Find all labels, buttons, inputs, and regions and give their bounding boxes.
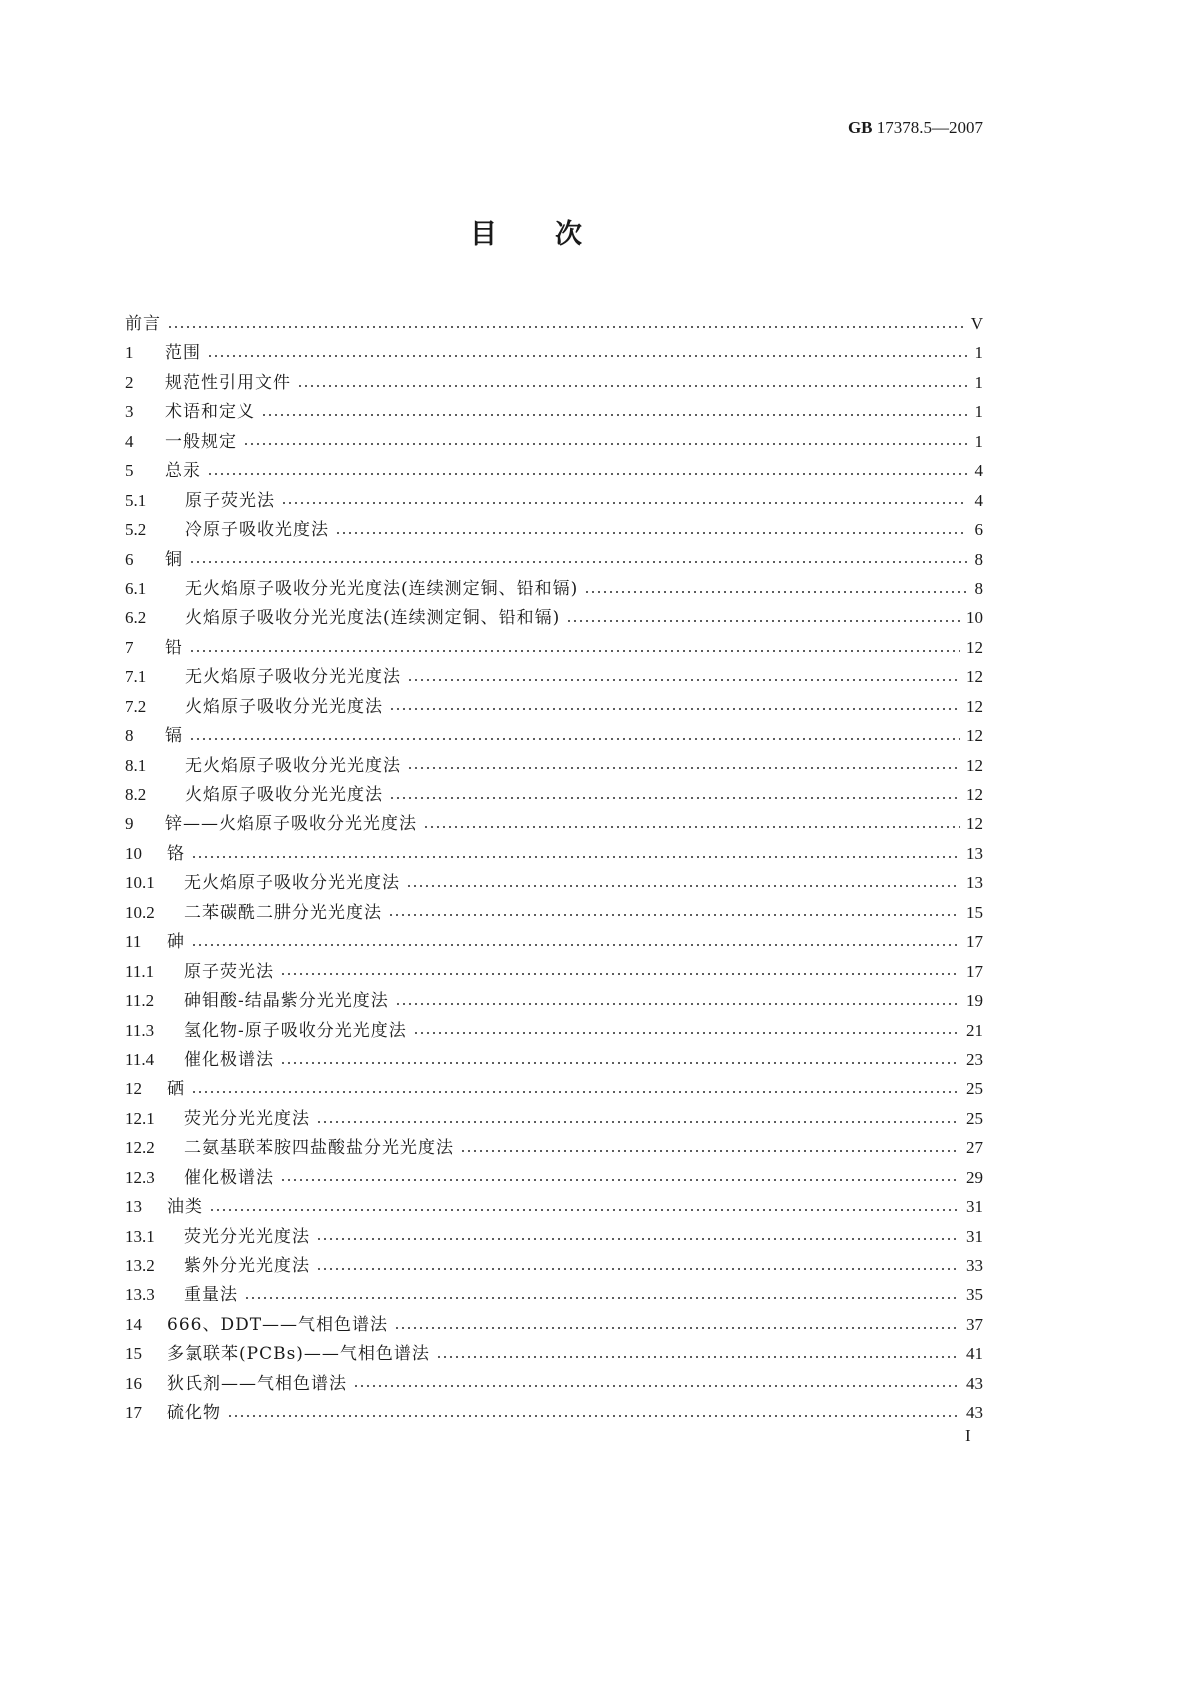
toc-entry-number: 12.2 [125,1138,155,1158]
toc-entry-page: 6 [974,520,983,540]
dot-leader [189,649,960,653]
toc-entry-number: 5.2 [125,520,147,540]
toc-entry-label: 规范性引用文件 [165,372,291,393]
toc-entry-page: V [970,314,983,333]
toc-entry-page: 1 [974,343,983,363]
toc-entry-number: 11.1 [125,961,155,981]
toc-entry[interactable] [125,721,983,750]
toc-entry-number: 2 [125,372,134,392]
toc-entry[interactable] [125,574,983,603]
toc-entry-number: 7.1 [125,667,147,687]
toc-entry-number: 11.3 [125,1020,155,1040]
toc-entry-page: 21 [966,1020,983,1040]
toc-entry-number: 15 [125,1344,142,1364]
dot-leader [584,590,967,594]
dot-leader [280,972,960,976]
toc-entry-page: 25 [966,1108,983,1128]
toc-entry-label: 术语和定义 [165,402,255,423]
toc-entry[interactable] [125,662,983,691]
dot-leader [388,913,960,917]
toc-entry[interactable] [125,456,983,485]
dot-leader [297,384,967,388]
toc-entry-page: 4 [974,490,983,510]
toc-entry-label: 范围 [165,343,201,364]
dot-leader [191,855,960,859]
toc-entry-label: 硫化物 [167,1403,221,1424]
toc-entry-label: 无火焰原子吸收分光光度法 [185,755,401,776]
toc-entry[interactable] [125,1251,983,1280]
toc-entry[interactable] [125,515,983,544]
standard-code: 17378.5—2007 [876,118,983,137]
toc-entry-number: 10.2 [125,902,155,922]
toc-entry-page: 1 [974,372,983,392]
toc-entry[interactable] [125,1310,983,1339]
toc-entry-page: 1 [974,431,983,451]
toc-entry[interactable] [125,898,983,927]
standard-number [848,118,983,138]
dot-leader [189,737,960,741]
toc-entry[interactable] [125,927,983,956]
toc-entry-number: 8.2 [125,785,147,804]
toc-entry-label: 无火焰原子吸收分光光度法 [184,873,400,894]
toc-entry-label: 前言 [125,314,161,334]
dot-leader [280,1061,960,1065]
toc-entry-number: 13.2 [125,1256,155,1275]
toc-entry-page: 43 [966,1403,983,1423]
toc-entry-number: 5.1 [125,490,147,510]
dot-leader [189,560,967,564]
toc-entry-page: 13 [966,843,983,863]
toc-entry-number: 3 [125,402,134,422]
dot-leader [413,1031,960,1035]
toc-entry-label: 原子荧光法 [184,961,274,982]
dot-leader [407,678,960,682]
toc-entry[interactable] [125,692,983,721]
dot-leader [261,413,967,417]
dot-leader [281,501,967,505]
toc-entry[interactable] [125,486,983,515]
toc-entry-label: 火焰原子吸收分光光度法(连续测定铜、铅和镉) [185,608,561,629]
toc-entry[interactable] [125,1163,983,1192]
dot-leader [191,1090,960,1094]
toc-entry-number: 13.1 [125,1226,155,1246]
toc-entry-page: 8 [974,549,983,569]
toc-entry[interactable] [125,1222,983,1251]
toc-entry-label: 氢化物-原子吸收分光光度法 [184,1020,407,1041]
table-of-contents [125,309,983,1428]
toc-entry[interactable] [125,780,983,809]
toc-entry-label: 紫外分光光度法 [184,1256,310,1276]
toc-entry-number: 8 [125,726,134,746]
toc-entry-label: 总汞 [165,461,201,482]
toc-entry[interactable] [125,309,983,338]
dot-leader [316,1120,960,1124]
toc-entry-label: 重量法 [184,1285,238,1306]
toc-entry-number: 13.3 [125,1285,155,1305]
toc-entry-page: 10 [966,608,983,628]
toc-entry-label: 铜 [165,549,183,570]
dot-leader [207,354,967,358]
toc-entry-page: 12 [966,667,983,687]
toc-entry-label: 砷 [167,932,185,953]
toc-entry-number: 10.1 [125,873,155,893]
toc-entry-number: 6.2 [125,608,147,628]
toc-entry-number: 16 [125,1373,142,1393]
toc-entry-label: 冷原子吸收光度法 [185,520,329,541]
toc-entry-page: 12 [966,637,983,657]
toc-entry-page: 12 [966,696,983,716]
toc-entry-page: 17 [966,961,983,981]
toc-entry-number: 10 [125,843,142,863]
toc-entry[interactable] [125,1045,983,1074]
dot-leader [335,531,967,535]
toc-entry-page: 4 [974,461,983,481]
toc-entry-page: 12 [966,785,983,804]
toc-entry-label: 无火焰原子吸收分光光度法(连续测定铜、铅和镉) [185,578,579,599]
toc-entry[interactable] [125,545,983,574]
toc-entry-number: 11.4 [125,1049,155,1069]
toc-entry-page: 12 [966,814,983,834]
toc-entry-number: 14 [125,1314,142,1334]
toc-entry[interactable] [125,1016,983,1045]
toc-entry-number: 11.2 [125,991,155,1011]
toc-entry[interactable] [125,839,983,868]
toc-entry-label: 666、DDT——气相色谱法 [167,1314,389,1335]
dot-leader [407,766,960,770]
toc-entry-number: 12 [125,1079,142,1099]
dot-leader [436,1355,960,1359]
toc-entry[interactable] [125,1074,983,1103]
toc-entry[interactable] [125,368,983,397]
toc-entry-label: 二苯碳酰二肼分光光度法 [184,902,382,923]
toc-entry-page: 13 [966,873,983,893]
dot-leader [316,1267,960,1271]
standard-prefix: GB [847,118,873,137]
toc-entry-number: 5 [125,461,134,481]
toc-entry-page: 37 [966,1314,983,1334]
dot-leader [389,796,960,800]
toc-entry-number: 8.1 [125,755,147,775]
toc-entry[interactable] [125,809,983,838]
toc-entry-label: 火焰原子吸收分光光度法 [185,785,383,805]
dot-leader [167,325,965,329]
toc-entry[interactable] [125,1192,983,1221]
toc-entry-label: 催化极谱法 [184,1167,274,1188]
toc-entry-label: 原子荧光法 [185,490,275,511]
toc-entry[interactable] [125,1398,983,1427]
toc-entry-label: 无火焰原子吸收分光光度法 [185,667,401,688]
dot-leader [395,1002,960,1006]
toc-entry-label: 荧光分光光度法 [184,1108,310,1129]
dot-leader [394,1326,960,1330]
toc-entry-label: 铬 [167,843,185,864]
toc-entry-label: 镉 [165,726,183,747]
toc-entry-label: 硒 [167,1079,185,1100]
toc-entry-number: 17 [125,1403,142,1423]
dot-leader [460,1149,960,1153]
dot-leader [209,1208,960,1212]
dot-leader [280,1178,960,1182]
dot-leader [316,1237,960,1241]
page-title: 目次 [470,219,640,250]
dot-leader [353,1384,960,1388]
toc-entry[interactable] [125,603,983,632]
dot-leader [207,472,967,476]
toc-entry-number: 13 [125,1197,142,1217]
toc-entry-page: 33 [966,1256,983,1275]
toc-entry-page: 23 [966,1049,983,1069]
toc-entry[interactable] [125,751,983,780]
toc-entry-label: 催化极谱法 [184,1049,274,1070]
toc-entry-label: 火焰原子吸收分光光度法 [185,696,383,717]
toc-entry-page: 12 [966,726,983,746]
toc-entry-number: 12.1 [125,1108,155,1128]
toc-entry-page: 43 [966,1373,983,1393]
toc-entry-page: 12 [966,755,983,775]
toc-entry-label: 多氯联苯(PCBs)——气相色谱法 [167,1344,430,1365]
toc-entry[interactable] [125,338,983,367]
toc-entry-page: 1 [974,402,983,422]
toc-entry-label: 二氨基联苯胺四盐酸盐分光光度法 [184,1138,454,1159]
page-number: I [965,1426,971,1445]
toc-entry-number: 1 [125,343,134,363]
toc-entry-page: 27 [966,1138,983,1158]
toc-entry-number: 6.1 [125,578,147,598]
toc-entry-number: 12.3 [125,1167,155,1187]
toc-entry[interactable] [125,397,983,426]
toc-entry-label: 锌——火焰原子吸收分光光度法 [165,814,417,835]
toc-entry[interactable] [125,633,983,662]
toc-entry-page: 31 [966,1226,983,1246]
toc-entry[interactable] [125,1280,983,1309]
dot-leader [389,707,960,711]
toc-entry-number: 11 [125,932,142,952]
toc-entry-number: 6 [125,549,134,569]
toc-entry[interactable] [125,1339,983,1368]
toc-entry-label: 狄氏剂——气相色谱法 [167,1373,347,1394]
toc-entry[interactable] [125,868,983,897]
toc-entry-page: 41 [966,1344,983,1364]
toc-entry-page: 25 [966,1079,983,1099]
toc-entry-page: 29 [966,1167,983,1187]
toc-entry-label: 一般规定 [165,431,237,452]
toc-entry-label: 砷钼酸-结晶紫分光光度法 [184,991,389,1012]
dot-leader [191,943,960,947]
dot-leader [243,442,967,446]
toc-entry-page: 17 [966,932,983,952]
dot-leader [227,1414,960,1418]
toc-entry[interactable] [125,427,983,456]
toc-entry-label: 油类 [167,1197,203,1218]
dot-leader [566,619,960,623]
toc-entry[interactable] [125,986,983,1015]
dot-leader [406,884,960,888]
toc-entry-number: 9 [125,814,134,834]
toc-entry-number: 7.2 [125,696,147,716]
toc-entry-number: 7 [125,637,134,657]
toc-entry-page: 35 [966,1285,983,1305]
toc-entry[interactable] [125,1369,983,1398]
toc-entry-number: 4 [125,431,134,451]
toc-entry[interactable] [125,1104,983,1133]
toc-entry-label: 铅 [165,637,183,658]
dot-leader [244,1296,960,1300]
toc-entry[interactable] [125,957,983,986]
dot-leader [423,825,960,829]
toc-entry-page: 8 [974,578,983,598]
toc-entry-page: 31 [966,1197,983,1217]
toc-entry[interactable] [125,1133,983,1162]
toc-entry-page: 19 [966,991,983,1011]
toc-entry-label: 荧光分光光度法 [184,1226,310,1247]
toc-entry-page: 15 [966,902,983,922]
